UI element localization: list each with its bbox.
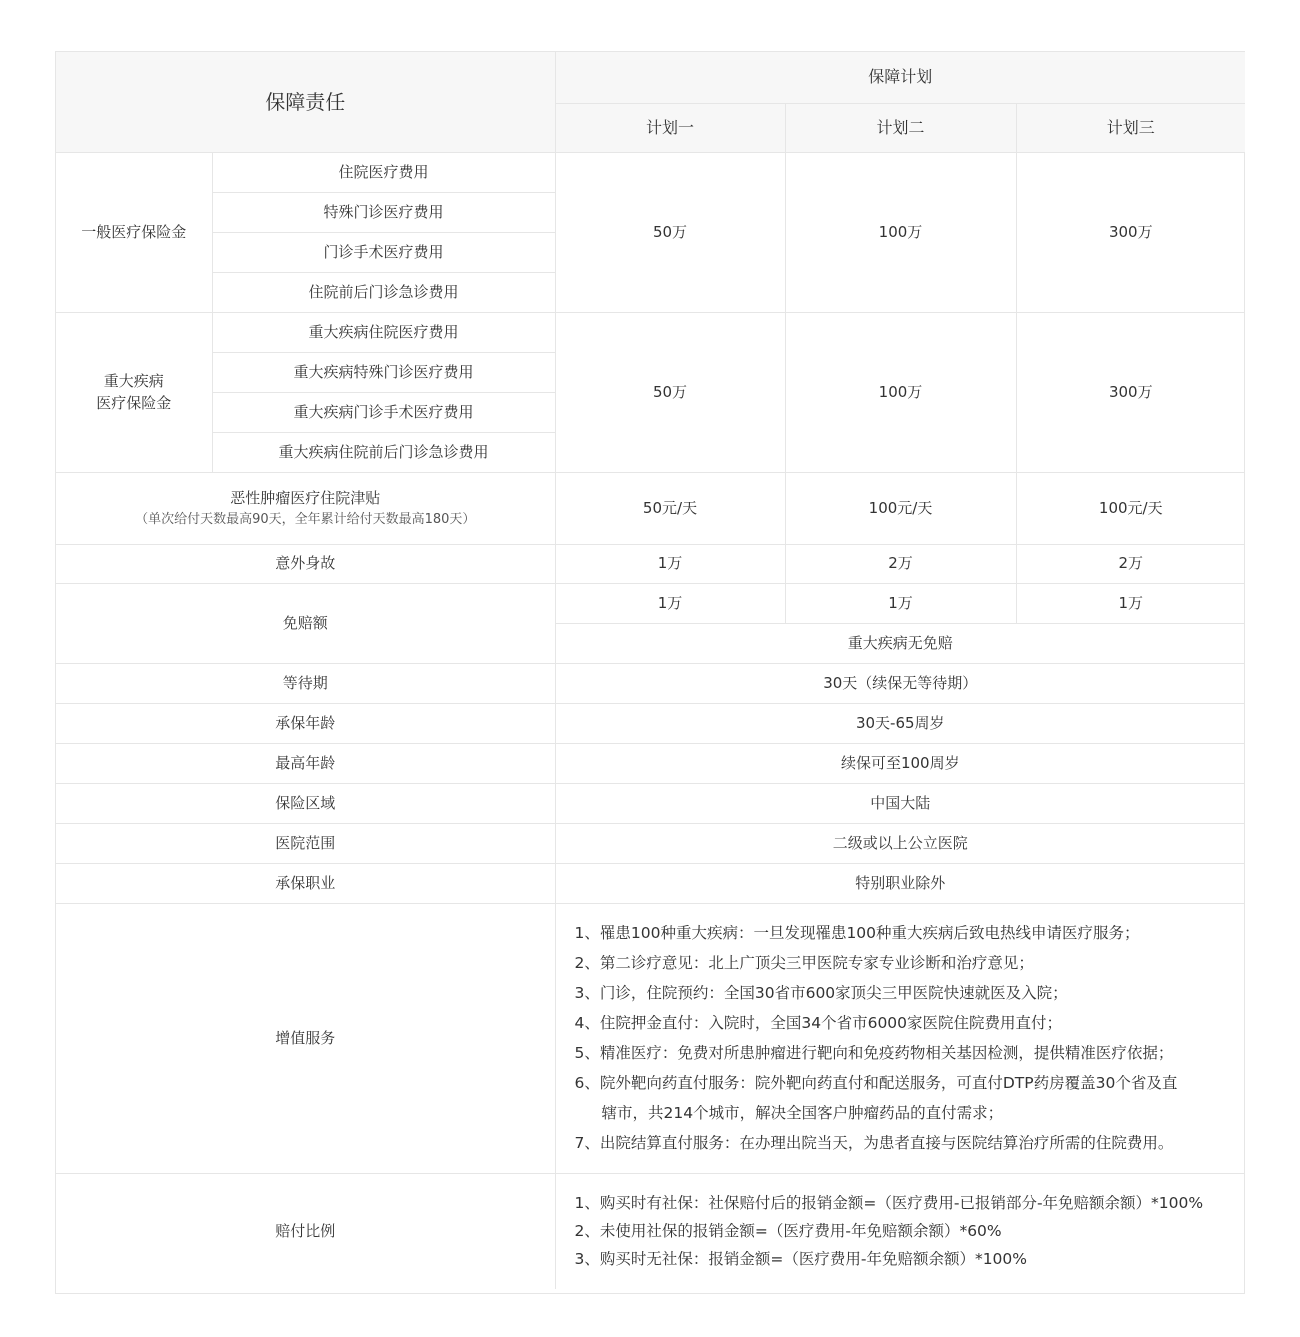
- general-medical-value-plan-3: 300万: [1016, 152, 1245, 312]
- header-plan-group: 保障计划: [555, 52, 1245, 103]
- value-added-item: 3、门诊，住院预约：全国30省市600家顶尖三甲医院快速就医及入院；: [574, 984, 1068, 1002]
- accidental-death-value-plan-3: 2万: [1016, 544, 1245, 583]
- header-responsibility: 保障责任: [56, 52, 555, 152]
- tumor-allowance-title: 恶性肿瘤医疗住院津贴: [230, 489, 381, 507]
- payout-ratio-item: 3、购买时无社保：报销金额=（医疗费用-年免赔额余额）*100%: [574, 1250, 1028, 1269]
- tumor-allowance-value-plan-3: 100元/天: [1016, 472, 1245, 544]
- waiting-period-label: 等待期: [56, 663, 555, 703]
- value-added-item-continued: 辖市，共214个城市，解决全国客户肿瘤药品的直付需求；: [601, 1104, 1004, 1122]
- value-added-list: [555, 903, 1245, 1173]
- critical-medical-category-line1: 重大疾病: [103, 371, 164, 390]
- tumor-allowance-note: （单次给付天数最高90天，全年累计给付天数最高180天）: [135, 511, 476, 527]
- payout-ratio-item: 2、未使用社保的报销金额=（医疗费用-年免赔额余额）*60%: [574, 1222, 1002, 1241]
- hospital-scope-value: 二级或以上公立医院: [555, 823, 1245, 863]
- critical-medical-item: 重大疾病门诊手术医疗费用: [212, 392, 555, 432]
- waiting-period-value: 30天（续保无等待期）: [555, 663, 1245, 703]
- critical-medical-item: 重大疾病住院医疗费用: [212, 312, 555, 352]
- deductible-value-plan-1: 1万: [555, 583, 785, 623]
- general-medical-category: 一般医疗保险金: [56, 152, 212, 312]
- occupation-value: 特别职业除外: [555, 863, 1245, 903]
- value-added-item: 6、院外靶向药直付服务：院外靶向药直付和配送服务，可直付DTP药房覆盖30个省及直: [574, 1074, 1178, 1092]
- value-added-item: 7、出院结算直付服务：在办理出院当天，为患者直接与医院结算治疗所需的住院费用。: [574, 1134, 1174, 1152]
- critical-medical-item: 重大疾病特殊门诊医疗费用: [212, 352, 555, 392]
- header-plan-2: 计划二: [785, 103, 1016, 152]
- deductible-value-plan-2: 1万: [785, 583, 1016, 623]
- hospital-scope-label: 医院范围: [56, 823, 555, 863]
- coverage-area-value: 中国大陆: [555, 783, 1245, 823]
- accidental-death-label: 意外身故: [56, 544, 555, 583]
- payout-ratio-item: 1、购买时有社保：社保赔付后的报销金额=（医疗费用-已报销部分-年免赔额余额）*100%: [574, 1194, 1204, 1213]
- deductible-label: 免赔额: [56, 583, 555, 663]
- payout-ratio-label: 赔付比例: [56, 1173, 555, 1289]
- value-added-item: 2、第二诊疗意见：北上广顶尖三甲医院专家专业诊断和治疗意见；: [574, 954, 1034, 972]
- deductible-value-plan-3: 1万: [1016, 583, 1245, 623]
- occupation-label: 承保职业: [56, 863, 555, 903]
- general-medical-value-plan-1: 50万: [555, 152, 785, 312]
- insured-age-value: 30天-65周岁: [555, 703, 1245, 743]
- general-medical-value-plan-2: 100万: [785, 152, 1016, 312]
- tumor-allowance-label: [56, 472, 555, 544]
- coverage-area-label: 保险区域: [56, 783, 555, 823]
- max-age-label: 最高年龄: [56, 743, 555, 783]
- payout-ratio-list: [555, 1173, 1245, 1289]
- general-medical-item: 住院医疗费用: [212, 152, 555, 192]
- critical-medical-item: 重大疾病住院前后门诊急诊费用: [212, 432, 555, 472]
- header-plan-1: 计划一: [555, 103, 785, 152]
- max-age-value: 续保可至100周岁: [555, 743, 1245, 783]
- general-medical-item: 特殊门诊医疗费用: [212, 192, 555, 232]
- critical-medical-category: [56, 312, 212, 472]
- insured-age-label: 承保年龄: [56, 703, 555, 743]
- critical-medical-value-plan-1: 50万: [555, 312, 785, 472]
- header-plan-3: 计划三: [1016, 103, 1245, 152]
- critical-medical-category-line2: 医疗保险金: [96, 394, 172, 412]
- coverage-table-frame: [55, 51, 1245, 1294]
- general-medical-item: 住院前后门诊急诊费用: [212, 272, 555, 312]
- general-medical-item: 门诊手术医疗费用: [212, 232, 555, 272]
- critical-medical-value-plan-3: 300万: [1016, 312, 1245, 472]
- accidental-death-value-plan-1: 1万: [555, 544, 785, 583]
- value-added-item: 1、罹患100种重大疾病：一旦发现罹患100种重大疾病后致电热线申请医疗服务；: [574, 924, 1140, 942]
- value-added-item: 4、住院押金直付：入院时，全国34个省市6000家医院住院费用直付；: [574, 1014, 1063, 1032]
- tumor-allowance-value-plan-2: 100元/天: [785, 472, 1016, 544]
- critical-medical-value-plan-2: 100万: [785, 312, 1016, 472]
- coverage-table: [56, 52, 1245, 1289]
- value-added-label: 增值服务: [56, 903, 555, 1173]
- deductible-note: 重大疾病无免赔: [555, 623, 1245, 663]
- value-added-item: 5、精准医疗：免费对所患肿瘤进行靶向和免疫药物相关基因检测，提供精准医疗依据；: [574, 1044, 1174, 1062]
- tumor-allowance-value-plan-1: 50元/天: [555, 472, 785, 544]
- accidental-death-value-plan-2: 2万: [785, 544, 1016, 583]
